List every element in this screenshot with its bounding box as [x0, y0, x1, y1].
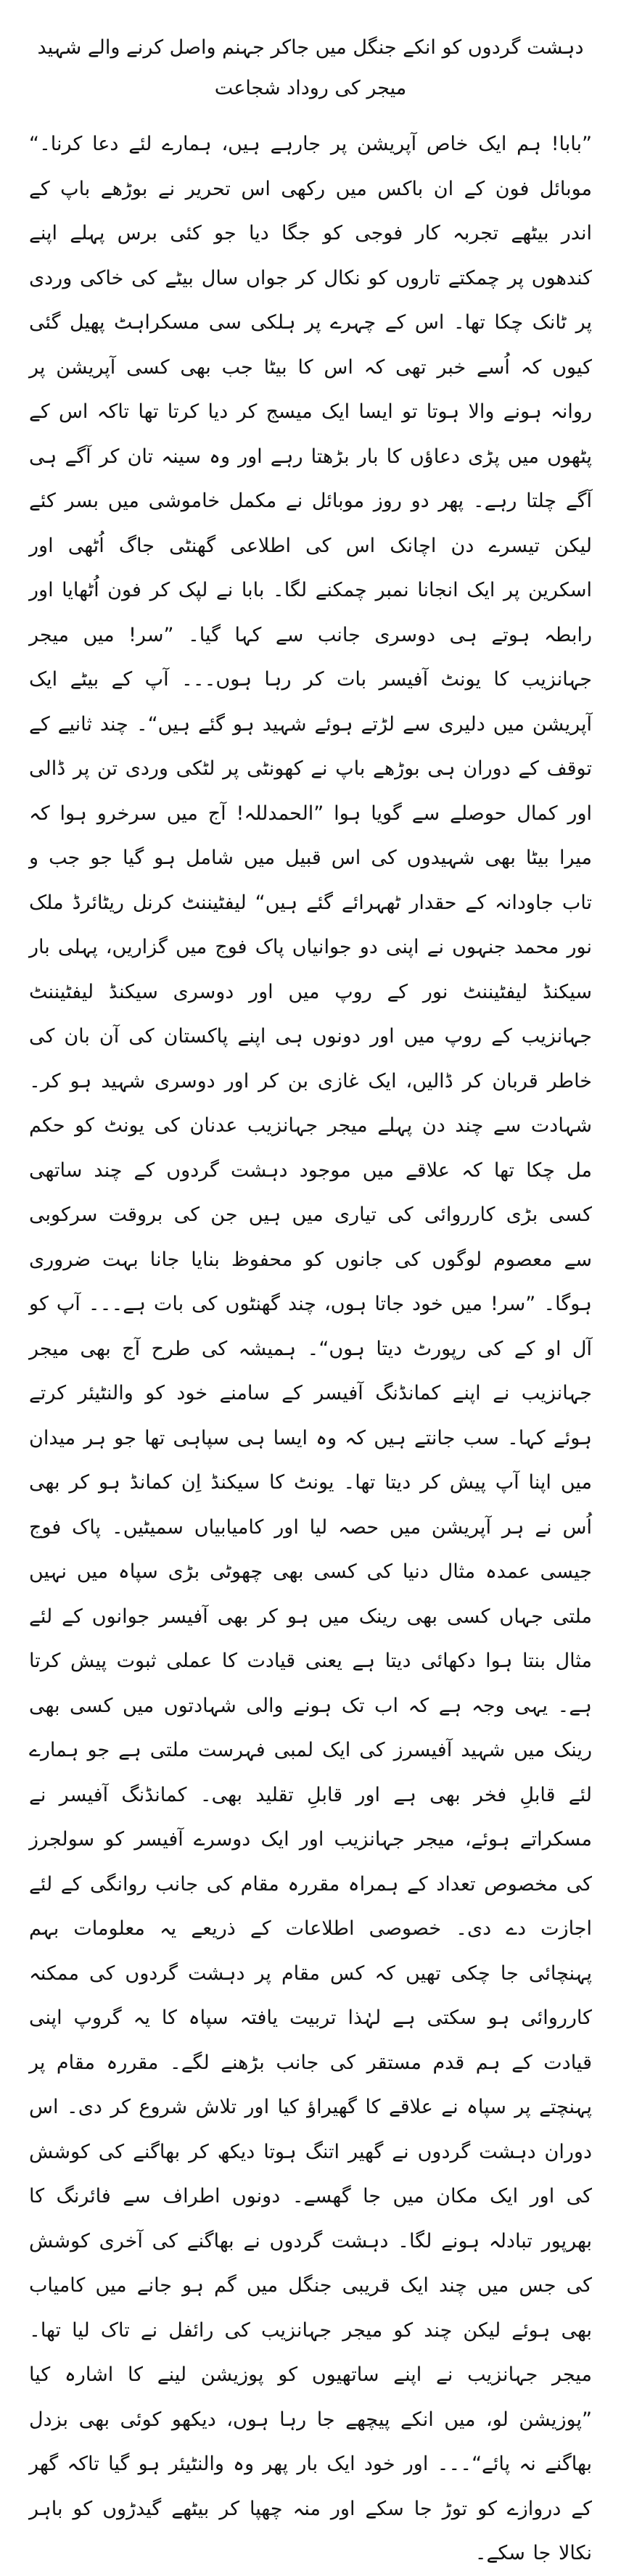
article-body: ”بابا! ہم ایک خاص آپریشن پر جارہے ہیں، ہمارے لئے دعا کرنا۔“ موبائل فون کے ان باکس میں رکھی اس تحریر نے بوڑھے باپ کے اندر بیٹھے تجربہ کار فوجی کو جگا دیا جو کئی برس پہلے اپنے کندھوں پر چمکتے تاروں کو نکال کر جواں سال بیٹے کی خاکی وردی پر ٹانک چکا تھا۔ اس کے چہرے پر ہلکی سی مسکراہٹ پھیل گئی کیوں کہ اُسے خبر تھی کہ اس کا بیٹا جب بھی کسی آپریشن پر روانہ ہونے والا ہوتا تو ایسا ایک میسج کر دیا کرتا تھا تاکہ اس کے پٹھوں میں پڑی دعاؤں کا بار بڑھتا رہے اور وہ سینہ تان کر آگے ہی آگے چلتا رہے۔ پھر دو روز موبائل نے مکمل خاموشی میں بسر کئے لیکن تیسرے دن اچانک اس کی اطلاعی گھنٹی جاگ اُٹھی اور اسکرین پر ایک انجانا نمبر چمکنے لگا۔ بابا نے لپک کر فون اُٹھایا اور رابطہ ہوتے ہی دوسری جانب سے کہا گیا۔ ”سر! میں میجر جہانزیب کا یونٹ آفیسر بات کر رہا ہوں۔۔۔ آپ کے بیٹے ایک آپریشن میں دلیری سے لڑتے ہوئے شہید ہو گئے ہیں“۔ چند ثانیے کے توقف کے دوران ہی بوڑھے باپ نے کھونٹی پر لٹکی وردی تن پر ڈالی اور کمال حوصلے سے گویا ہوا ”الحمدللہ! آج میں سرخرو ہوا کہ میرا بیٹا بھی شہیدوں کی اس قبیل میں شامل ہو گیا جو جب و تاب جاودانہ کے حقدار ٹھہرائے گئے ہیں“ لیفٹیننٹ کرنل ریٹائرڈ ملک نور محمد جنہوں نے اپنی دو جوانیاں پاک فوج میں گزاریں، پہلی بار سیکنڈ لیفٹیننٹ نور کے روپ میں اور دوسری سیکنڈ لیفٹیننٹ جہانزیب کے روپ میں اور دونوں ہی اپنے پاکستان کی آن بان کی خاطر قربان کر ڈالیں، ایک غازی بن کر اور دوسری شہید ہو کر۔ شہادت سے چند دن پہلے میجر جہانزیب عدنان کی یونٹ کو حکم مل چکا تھا کہ علاقے میں موجود دہشت گردوں کے چند ساتھی کسی بڑی کارروائی کی تیاری میں ہیں جن کی بروقت سرکوبی سے معصوم لوگوں کی جانوں کو محفوظ بنایا جانا بہت ضروری ہوگا۔ ”سر! میں خود جاتا ہوں، چند گھنٹوں کی بات ہے۔۔۔ آپ کو آل او کے کی رپورٹ دیتا ہوں“۔ ہمیشہ کی طرح آج بھی میجر جہانزیب نے اپنے کمانڈنگ آفیسر کے سامنے خود کو والنٹیئر کرتے ہوئے کہا۔ سب جانتے ہیں کہ وہ ایسا ہی سپاہی تھا جو ہر میدان میں اپنا آپ پیش کر دیتا تھا۔ یونٹ کا سیکنڈ اِن کمانڈ ہو کر بھی اُس نے ہر آپریشن میں حصہ لیا اور کامیابیاں سمیٹیں۔ پاک فوج جیسی عمدہ مثال دنیا کی کسی بھی چھوٹی بڑی سپاہ میں نہیں ملتی جہاں کسی بھی رینک میں ہو کر بھی آفیسر جوانوں کے لئے مثال بنتا ہوا دکھائی دیتا ہے یعنی قیادت کا عملی ثبوت پیش کرتا ہے۔ یہی وجہ ہے کہ اب تک ہونے والی شہادتوں میں کسی بھی رینک میں شہید آفیسرز کی ایک لمبی فہرست ملتی ہے جو ہمارے لئے قابلِ فخر بھی ہے اور قابلِ تقلید بھی۔ کمانڈنگ آفیسر نے مسکراتے ہوئے، میجر جہانزیب اور ایک دوسرے آفیسر کو سولجرز کی مخصوص تعداد کے ہمراہ مقررہ مقام کی جانب روانگی کے لئے اجازت دے دی۔ خصوصی اطلاعات کے ذریعے یہ معلومات بہم پہنچائی جا چکی تھیں کہ کس مقام پر دہشت گردوں کی ممکنہ کارروائی ہو سکتی ہے لہٰذا تربیت یافتہ سپاہ کا یہ گروپ اپنی قیادت کے ہم قدم مستقر کی جانب بڑھنے لگے۔ مقررہ مقام پر پہنچتے پر سپاہ نے علاقے کا گھیراؤ کیا اور تلاش شروع کر دی۔ اس دوران دہشت گردوں نے گھیر اتنگ ہوتا دیکھ کر بھاگنے کی کوشش کی اور ایک مکان میں جا گھسے۔ دونوں اطراف سے فائرنگ کا بھرپور تبادلہ ہونے لگا۔ دہشت گردوں نے بھاگنے کی آخری کوشش کی جس میں چند ایک قریبی جنگل میں گم ہو جانے میں کامیاب بھی ہوئے لیکن چند کو میجر جہانزیب کی رائفل نے تاک لیا تھا۔ میجر جہانزیب نے اپنے ساتھیوں کو پوزیشن لینے کا اشارہ کیا ”پوزیشن لو، میں انکے پیچھے جا رہا ہوں، دیکھو کوئی بھی بزدل بھاگنے نہ پائے“۔۔۔ اور خود ایک بار پھر وہ والنٹیئر ہو گیا تاکہ گھر کے دروازے کو توڑ جا سکے اور منہ چھپا کر بیٹھے گیدڑوں کو باہر نکالا جا سکے۔	[29, 133, 592, 2564]
article-title: دہشت گردوں کو انکے جنگل میں جاکر جہنم واصل کرنے والے شہید میجر کی روداد شجاعت	[37, 36, 584, 99]
